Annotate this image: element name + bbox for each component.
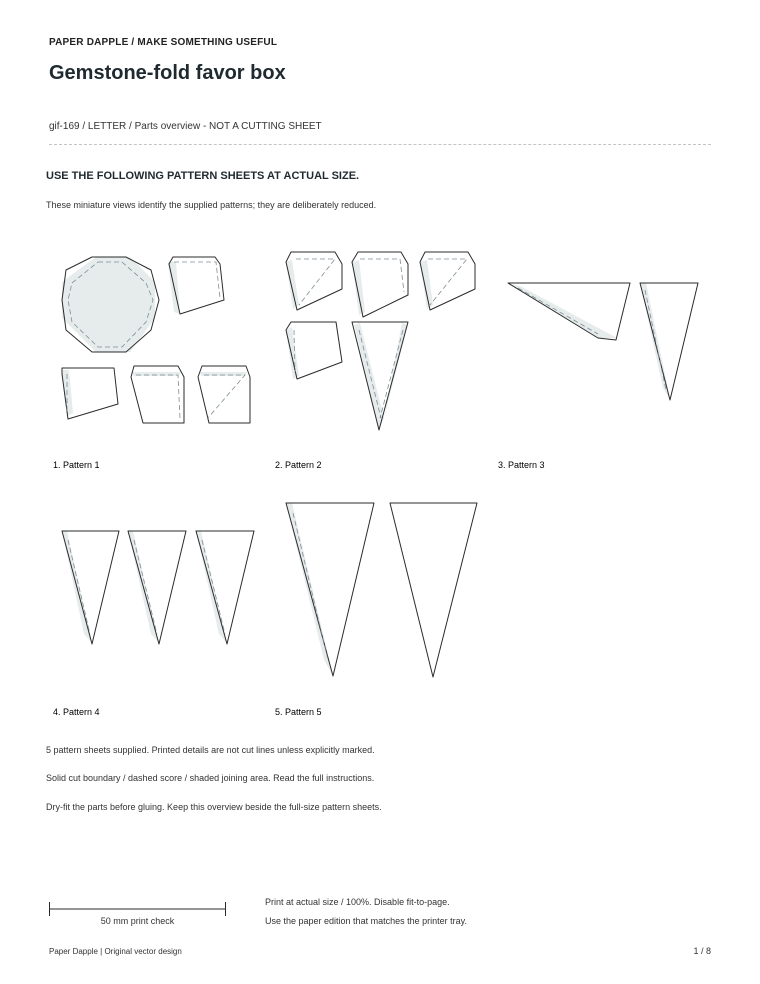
pattern-5-caption: 5. Pattern 5 xyxy=(275,707,322,717)
pattern-5-triangle-large-plain xyxy=(390,503,477,677)
note-dry-fit: Dry-fit the parts before gluing. Keep this overview beside the full-size pattern sheets. xyxy=(46,802,382,812)
pattern-5-triangle-large-glued xyxy=(286,503,374,676)
pattern-2-thumbnail xyxy=(286,252,475,430)
pattern-2-hex-piece-b xyxy=(352,252,408,317)
pattern-4-triangle-c xyxy=(196,531,254,644)
pattern-3-thumbnail xyxy=(508,283,698,400)
pattern-1-hex-piece-b xyxy=(131,366,184,423)
pattern-2-hex-piece-a xyxy=(286,252,342,310)
footer-credit: Paper Dapple | Original vector design xyxy=(49,947,182,956)
brand-header: PAPER DAPPLE / MAKE SOMETHING USEFUL xyxy=(49,37,278,48)
pattern-1-hex-piece-a xyxy=(62,368,118,419)
pattern-4-caption: 4. Pattern 4 xyxy=(53,707,100,717)
pattern-5-thumbnail xyxy=(286,503,477,677)
page-title: Gemstone-fold favor box xyxy=(49,62,286,84)
pattern-3-caption: 3. Pattern 3 xyxy=(498,460,545,470)
pattern-1-octagon-piece xyxy=(62,257,159,352)
page-number: 1 / 8 xyxy=(693,946,711,956)
pattern-1-hex-piece-top xyxy=(168,257,224,314)
pattern-1-thumbnail xyxy=(62,257,250,423)
note-line-legend: Solid cut boundary / dashed score / shaded joining area. Read the full instructions. xyxy=(46,773,375,783)
pattern-2-caption: 2. Pattern 2 xyxy=(275,460,322,470)
pattern-3-triangle-piece xyxy=(640,283,698,400)
pattern-2-quad-piece xyxy=(286,322,342,379)
pattern-4-triangle-b xyxy=(128,531,186,644)
print-instruction-size: Print at actual size / 100%. Disable fit-to-page. xyxy=(265,897,450,907)
pattern-2-hex-piece-c xyxy=(420,252,475,310)
pattern-2-triangle-piece xyxy=(352,322,408,430)
pattern-4-triangle-a xyxy=(62,531,119,644)
pattern-4-thumbnail xyxy=(62,531,254,644)
print-instruction-paper: Use the paper edition that matches the printer tray. xyxy=(265,916,467,926)
pattern-1-hex-piece-c xyxy=(198,366,250,423)
document-meta: gif-169 / LETTER / Parts overview - NOT A CUTTING SHEET xyxy=(49,121,322,132)
scale-check-label: 50 mm print check xyxy=(100,916,175,926)
section-intro: These miniature views identify the supplied patterns; they are deliberately reduced. xyxy=(46,200,377,210)
pattern-1-caption: 1. Pattern 1 xyxy=(53,460,100,470)
note-sheets-supplied: 5 pattern sheets supplied. Printed details are not cut lines unless explicitly marked. xyxy=(46,745,375,755)
pattern-3-sliver-piece xyxy=(508,283,630,340)
section-heading: USE THE FOLLOWING PATTERN SHEETS AT ACTUAL SIZE. xyxy=(46,170,360,182)
